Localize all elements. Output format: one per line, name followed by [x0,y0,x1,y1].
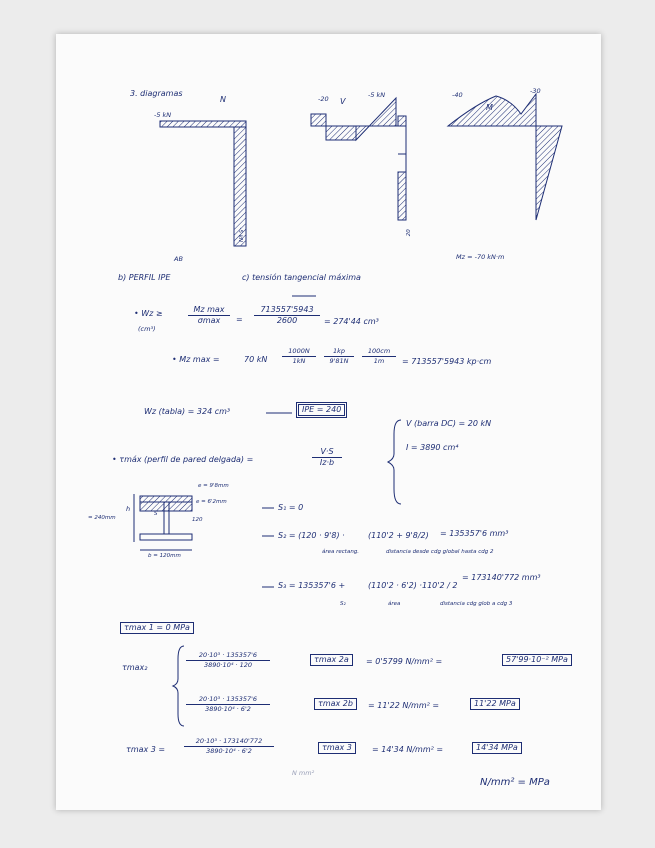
wz-result: = 274'44 cm³ [324,317,379,326]
t2a-box: τmax 2a [310,654,353,666]
wz-lhs: • Wz ≥ [134,309,163,318]
t2a-value: = 0'5799 N/mm² = [366,657,443,666]
s3-mid: (110'2 · 6'2) · [368,581,422,590]
mz-factor1-den: 1kN [292,356,306,365]
ipe-result-box: IPE = 240 [298,404,345,416]
s3-frac: 110'2 / 2 [422,581,458,590]
t2a-result: 57'99·10⁻² MPa [502,654,572,666]
section-hval: = 240mm [88,515,116,521]
ab-caption: AB [174,255,183,263]
wz-tabla: Wz (tabla) = 324 cm³ [144,407,231,416]
mz-factor2-den: 9'81N [329,356,349,365]
mz-lhs: • Mz max = [172,355,220,364]
m-right-value: -30 [530,87,541,95]
s3-lhs: S₃ = 135357'6 + [278,581,346,590]
mz-factor3 [362,348,396,364]
tmax2-label: τmax₂ [122,663,148,672]
s3-result: = 173140'772 mm³ [462,573,541,582]
s2-result: = 135357'6 mm³ [440,529,509,538]
mz-factor1 [282,348,316,364]
tau-lhs: • τmáx (perfil de pared delgada) = [112,455,254,464]
tau-numerator: V·S [320,447,334,456]
i-section-sketch [134,494,192,550]
t3-box: τmax 3 [318,742,356,754]
t3-numerator: 20·10³ · 173140'772 [195,737,263,745]
wz-numerator: Mz max [193,305,225,314]
section-e: e = 9'8mm [198,483,229,489]
section-h: h [126,505,131,513]
mz-factor2-num: 1kp [332,347,346,355]
wz-value-denominator: 2600 [276,316,298,325]
mz-factor3-den: 1m [373,356,385,365]
v-left-value: -20 [318,95,329,103]
wz-fraction [188,306,230,325]
n-label: N [220,95,226,104]
mz-factor2 [324,348,354,364]
s2-mid: (110'2 + 9'8/2) [368,531,429,540]
t2a-numerator: 20·10³ · 135357'6 [198,651,258,659]
under-unit: N mm² [292,769,315,777]
s1: S₁ = 0 [278,503,304,512]
section-s: S [154,511,158,517]
t2a-denominator: 3890·10⁴ · 120 [203,660,253,669]
mz-factor3-num: 100cm [367,347,391,355]
mz-note: Mz = -70 kN·m [456,253,505,261]
v-top-value: -5 kN [368,91,386,99]
tmax1-box: τmax 1 = 0 MPa [120,622,194,634]
t2b-value: = 11'22 N/mm² = [368,701,440,710]
mz-factor1-num: 1000N [288,347,310,355]
section-b-title: b) PERFIL IPE [118,273,171,282]
i-note: I = 3890 cm⁴ [406,443,459,452]
wz-unit: (cm³) [138,325,156,333]
stress-diagrams [56,34,601,810]
v-note: V (barra DC) = 20 kN [406,419,492,428]
wz-denominator: σmax [197,316,221,325]
s3-note-distance: distancia cdg glob a cdg 3 [440,601,513,607]
wz-value-fraction [254,306,320,325]
wz-value-numerator: 713557'5943 [260,305,314,314]
t2b-numerator: 20·10³ · 135357'6 [198,695,258,703]
m-left-value: -40 [452,91,463,99]
n-top-value: -5 kN [154,111,172,119]
section-e2: e = 6'2mm [196,499,227,505]
tau-fraction [312,448,342,467]
mz-70: 70 kN [244,355,268,364]
t2a-fraction [186,652,270,668]
v-label: V [340,97,346,106]
s2-note-area: área rectang. [322,549,360,555]
s2-lhs: S₂ = (120 · 9'8) · [278,531,345,540]
s2-note-distance: distancia desde cdg global hasta cdg 2 [386,549,494,555]
t2b-fraction [186,696,270,712]
t3-value: = 14'34 N/mm² = [372,745,444,754]
t2b-result: 11'22 MPa [470,698,520,710]
wz-eq: = [236,315,243,324]
t2b-denominator: 3890·10⁴ · 6'2 [205,704,251,713]
t2b-box: τmax 2b [314,698,357,710]
n-diagram [160,121,246,246]
v-bottom-value: 20 [405,229,412,237]
t3-fraction [184,738,274,754]
units-note: N/mm² = MPa [480,777,550,788]
m-label: M [486,103,493,112]
n-side-value: -5 kN [237,227,244,243]
mz-result: = 713557'5943 kp·cm [402,357,492,366]
tmax3-label: τmax 3 = [126,745,166,754]
section-120: 120 [192,517,203,523]
t3-denominator: 3890·10⁴ · 6'2 [206,746,252,755]
t3-result: 14'34 MPa [472,742,522,754]
paper-sheet [56,34,601,810]
diagrams-heading: 3. diagramas [130,89,183,98]
tau-denominator: Iz·b [319,458,335,467]
s3-note-s2: S₂ [340,601,346,607]
section-c-title: c) tensión tangencial máxima [242,273,361,282]
s3-note-area: área [388,601,401,607]
section-b: b = 120mm [148,553,181,559]
